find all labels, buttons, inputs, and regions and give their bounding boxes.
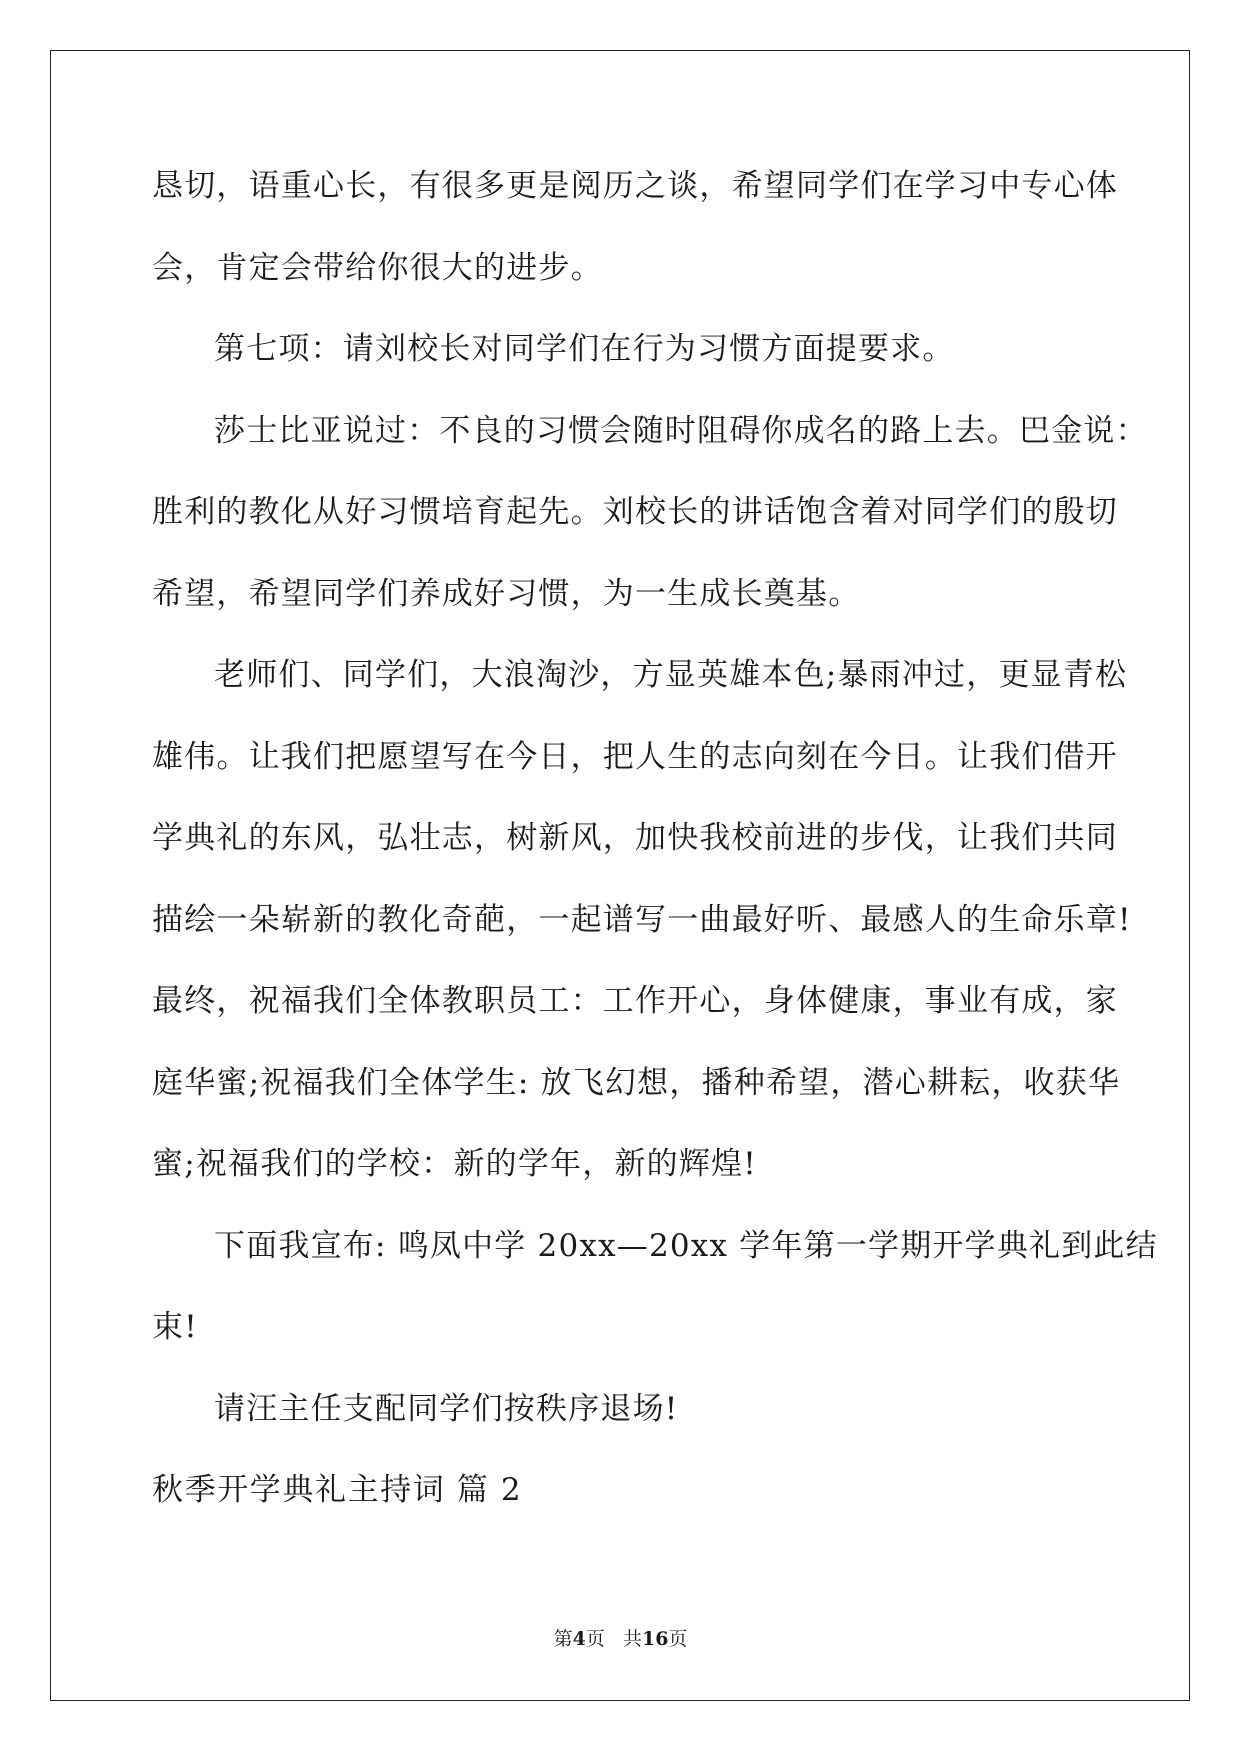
body-line-13: 蜜;祝福我们的学校：新的学年，新的辉煌! [152, 1146, 757, 1182]
body-line-16: 请汪主任支配同学们按秩序退场! [214, 1390, 679, 1427]
body-line-12: 庭华蜜;祝福我们全体学生: 放飞幻想，播种希望，潜心耕耘，收获华 [152, 1064, 1121, 1101]
section-heading: 秋季开学典礼主持词 篇 2 [152, 1472, 523, 1508]
body-line-2: 会，肯定会带给你很大的进步。 [152, 249, 603, 286]
body-line-11: 最终，祝福我们全体教职员工：工作开心，身体健康，事业有成，家 [152, 983, 1118, 1019]
body-line-4: 莎士比亚说过：不良的习惯会随时阻碍你成名的路上去。巴金说： [214, 412, 1148, 449]
footer-prefix: 第 [553, 1628, 573, 1650]
body-line-3: 第七项：请刘校长对同学们在行为习惯方面提要求。 [214, 331, 955, 367]
footer-total-prefix: 共 [622, 1628, 642, 1650]
page-footer [0, 1627, 1241, 1651]
body-line-7: 老师们、同学们，大浪淘沙，方显英雄本色;暴雨冲过，更显青松 [214, 657, 1128, 693]
body-line-8: 雄伟。让我们把愿望写在今日，把人生的志向刻在今日。让我们借开 [152, 738, 1118, 775]
document-body [152, 160, 1158, 1546]
footer-total-pages: 16 [641, 1628, 669, 1650]
body-line-5: 胜利的教化从好习惯培育起先。刘校长的讲话饱含着对同学们的殷切 [152, 494, 1118, 530]
footer-page-number: 4 [572, 1628, 586, 1650]
body-line-6: 希望，希望同学们养成好习惯，为一生成长奠基。 [152, 575, 861, 612]
body-line-10: 描绘一朵崭新的教化奇葩，一起谱写一曲最好听、最感人的生命乐章! [152, 901, 1132, 938]
body-line-15: 束! [152, 1309, 198, 1345]
body-line-9: 学典礼的东风，弘壮志，树新风，加快我校前进的步伐，让我们共同 [152, 820, 1118, 856]
footer-total-unit: 页 [668, 1628, 688, 1650]
body-line-14: 下面我宣布: 鸣凤中学 20xx—20xx 学年第一学期开学典礼到此结 [214, 1227, 1158, 1264]
body-line-1: 恳切，语重心长，有很多更是阅历之谈，希望同学们在学习中专心体 [152, 168, 1118, 204]
footer-page-unit: 页 [585, 1628, 605, 1650]
